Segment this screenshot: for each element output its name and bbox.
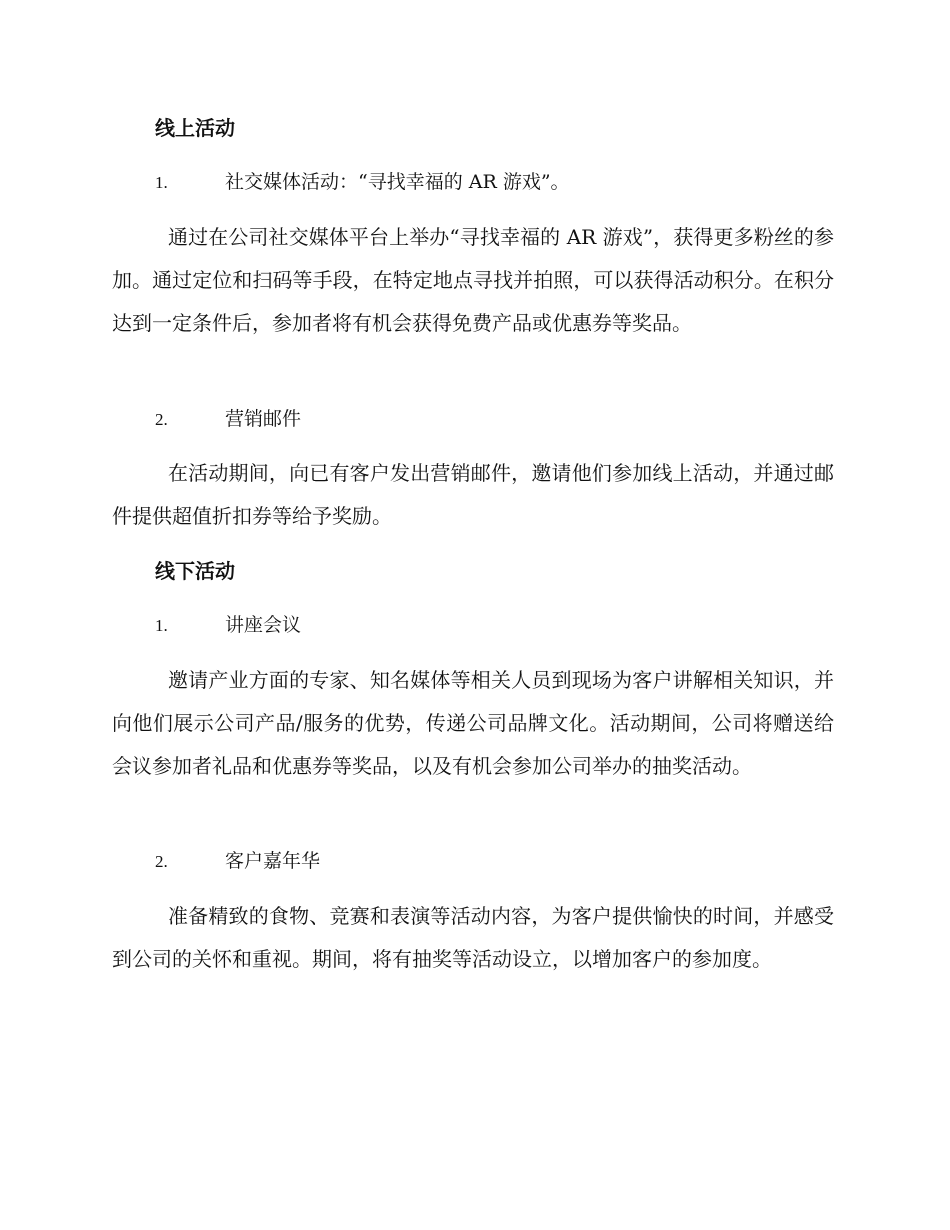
list-number: 2. (155, 410, 168, 429)
section-heading-offline: 线下活动 (155, 559, 235, 583)
list-item-title: 讲座会议 (225, 614, 302, 636)
paragraph-marketing-email: 在活动期间，向已有客户发出营销邮件，邀请他们参加线上活动，并通过邮件提供超值折扣券等给予奖励。 (112, 461, 834, 528)
list-number: 2. (155, 852, 168, 871)
list-item-social-media (155, 168, 570, 197)
paragraph-carnival: 准备精致的食物、竞赛和表演等活动内容，为客户提供愉快的时间，并感受到公司的关怀和重视。期间，将有抽奖等活动设立，以增加客户的参加度。 (112, 904, 834, 971)
list-item-carnival (155, 847, 320, 876)
list-item-title: 营销邮件 (225, 408, 302, 430)
list-number: 1. (155, 616, 168, 635)
paragraph-social-media: 通过在公司社交媒体平台上举办“寻找幸福的 AR 游戏”，获得更多粉丝的参加。通过定位和扫码等手段，在特定地点寻找并拍照，可以获得活动积分。在积分达到一定条件后，参加者将有机会获得免费产品或优惠券等奖品。 (112, 225, 834, 335)
paragraph-lecture: 邀请产业方面的专家、知名媒体等相关人员到现场为客户讲解相关知识，并向他们展示公司产品/服务的优势，传递公司品牌文化。活动期间，公司将赠送给会议参加者礼品和优惠券等奖品，以及有机会参加公司举办的抽奖活动。 (112, 668, 834, 778)
list-item-title: 社交媒体活动：“寻找幸福的 AR 游戏”。 (225, 171, 570, 193)
list-item-lecture (155, 611, 301, 640)
list-item-title: 客户嘉年华 (225, 850, 321, 872)
list-number: 1. (155, 173, 168, 192)
section-heading-online: 线上活动 (155, 116, 235, 140)
list-item-marketing-email (155, 405, 301, 434)
